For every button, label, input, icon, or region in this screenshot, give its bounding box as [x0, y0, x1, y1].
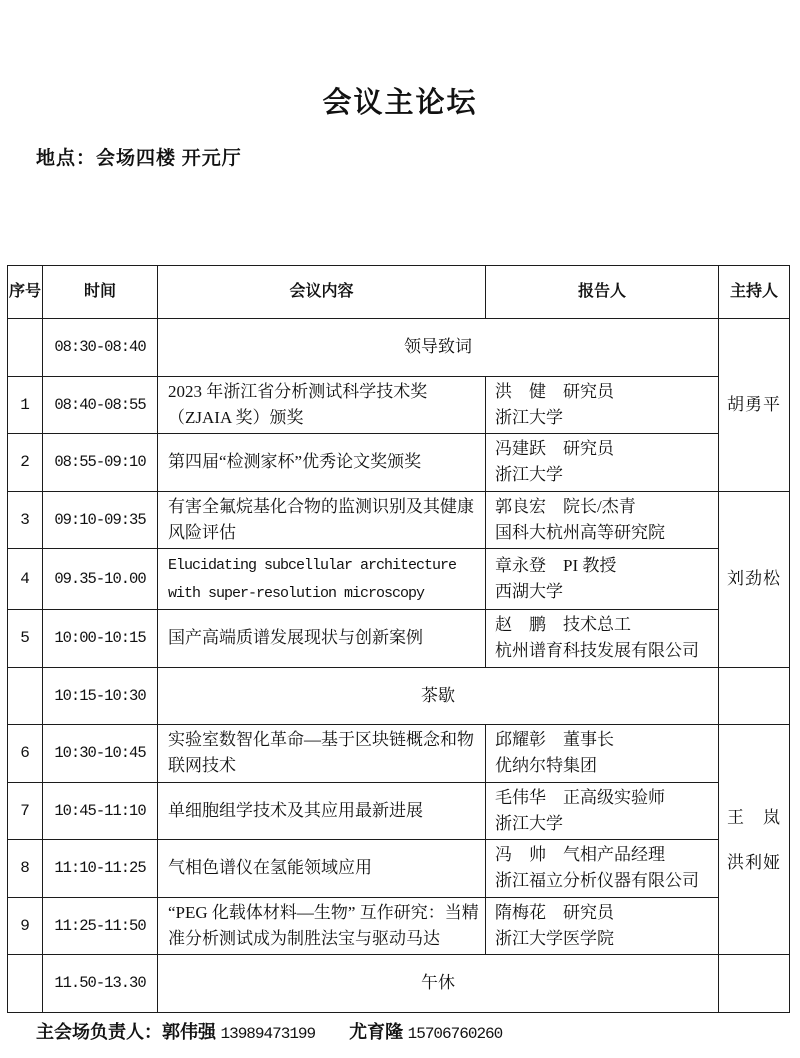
row-speaker	[486, 725, 719, 783]
table-row	[8, 725, 790, 783]
footer-label: 主会场负责人：	[36, 1022, 162, 1042]
speaker-name: 章永登 PI 教授	[495, 556, 617, 575]
contact-name: 尤育隆	[349, 1022, 404, 1042]
row-content: “PEG 化载体材料—生物” 互作研究：当精准分析测试成为制胜法宝与驱动马达	[158, 897, 486, 955]
host-cell-empty	[719, 955, 790, 1013]
header-speaker: 报告人	[486, 266, 719, 319]
table-row	[8, 376, 790, 434]
speaker-org: 浙江大学	[495, 407, 563, 427]
row-content: 茶歇	[158, 667, 719, 725]
header-row	[8, 266, 790, 319]
row-time: 11:10-11:25	[43, 840, 158, 898]
table-row-break	[8, 667, 790, 725]
row-time: 08:30-08:40	[43, 319, 158, 377]
row-time: 10:15-10:30	[43, 667, 158, 725]
row-content: 气相色谱仪在氢能领域应用	[158, 840, 486, 898]
row-seq	[8, 319, 43, 377]
table-row	[8, 549, 790, 610]
row-speaker	[486, 897, 719, 955]
row-speaker	[486, 376, 719, 434]
speaker-name: 郭良宏 院长/杰青	[495, 496, 636, 516]
venue-location: 地点：会场四楼 开元厅	[36, 148, 242, 169]
speaker-name: 洪 健 研究员	[495, 381, 614, 401]
table-row	[8, 491, 790, 549]
host-name: 王 岚	[727, 807, 781, 827]
row-seq: 2	[8, 434, 43, 492]
row-speaker	[486, 491, 719, 549]
table-row	[8, 434, 790, 492]
row-speaker	[486, 840, 719, 898]
row-time: 09:10-09:35	[43, 491, 158, 549]
row-seq: 4	[8, 549, 43, 610]
row-time: 10:00-10:15	[43, 610, 158, 668]
row-content	[158, 549, 486, 610]
speaker-org: 杭州谱育科技发展有限公司	[495, 641, 699, 661]
row-time: 11:25-11:50	[43, 897, 158, 955]
row-seq	[8, 955, 43, 1013]
schedule-table	[7, 265, 790, 1013]
row-time: 09.35-10.00	[43, 549, 158, 610]
speaker-org: 西湖大学	[495, 582, 563, 601]
row-content: 国产高端质谱发展现状与创新案例	[158, 610, 486, 668]
header-host: 主持人	[719, 266, 790, 319]
footer-contacts	[36, 1018, 508, 1044]
host-name: 洪利娅	[727, 852, 781, 872]
contact-name: 郭伟强	[162, 1022, 216, 1042]
row-speaker	[486, 610, 719, 668]
host-cell	[719, 725, 790, 955]
row-content: 午休	[158, 955, 719, 1013]
speaker-name: 邱耀彰 董事长	[495, 730, 614, 750]
contact-phone: 15706760260	[407, 1025, 503, 1043]
table-row	[8, 782, 790, 840]
speaker-org: 浙江大学	[495, 813, 563, 833]
table-row	[8, 897, 790, 955]
row-time: 10:45-11:10	[43, 782, 158, 840]
speaker-name: 赵 鹏 技术总工	[495, 615, 631, 635]
row-content: 单细胞组学技术及其应用最新进展	[158, 782, 486, 840]
row-content: 有害全氟烷基化合物的监测识别及其健康风险评估	[158, 491, 486, 549]
contact-phone: 13989473199	[220, 1025, 316, 1043]
row-seq: 3	[8, 491, 43, 549]
row-seq: 9	[8, 897, 43, 955]
host-cell: 刘劲松	[719, 491, 790, 667]
row-seq: 5	[8, 610, 43, 668]
speaker-name: 毛伟华 正高级实验师	[495, 787, 665, 807]
row-content: 领导致词	[158, 319, 719, 377]
speaker-org: 优纳尔特集团	[495, 756, 597, 776]
row-seq: 1	[8, 376, 43, 434]
table-row	[8, 610, 790, 668]
row-seq: 6	[8, 725, 43, 783]
table-row	[8, 840, 790, 898]
row-time: 10:30-10:45	[43, 725, 158, 783]
row-seq: 7	[8, 782, 43, 840]
row-content: 实验室数智化革命—基于区块链概念和物联网技术	[158, 725, 486, 783]
speaker-org: 浙江大学医学院	[495, 928, 614, 948]
row-speaker	[486, 782, 719, 840]
header-content: 会议内容	[158, 266, 486, 319]
row-time: 11.50-13.30	[43, 955, 158, 1013]
row-speaker	[486, 434, 719, 492]
speaker-name: 冯 帅 气相产品经理	[495, 845, 665, 865]
row-seq	[8, 667, 43, 725]
english-talk-title: Elucidating subcellular architecture with super-resolution microscopy	[168, 557, 457, 602]
header-time: 时间	[43, 266, 158, 319]
row-time: 08:40-08:55	[43, 376, 158, 434]
speaker-org: 国科大杭州高等研究院	[495, 522, 665, 542]
table-row-break	[8, 955, 790, 1013]
host-cell: 胡勇平	[719, 319, 790, 492]
speaker-name: 隋梅花 研究员	[495, 902, 614, 922]
page-title: 会议主论坛	[322, 87, 478, 119]
contact-person	[349, 1022, 502, 1042]
speaker-org: 浙江福立分析仪器有限公司	[495, 871, 699, 891]
speaker-org: 浙江大学	[495, 465, 563, 485]
row-speaker	[486, 549, 719, 610]
row-seq: 8	[8, 840, 43, 898]
header-seq: 序号	[8, 266, 43, 319]
host-cell-empty	[719, 667, 790, 725]
row-content: 第四届“检测家杯”优秀论文奖颁奖	[158, 434, 486, 492]
row-time: 08:55-09:10	[43, 434, 158, 492]
table-row	[8, 319, 790, 377]
row-content: 2023 年浙江省分析测试科学技术奖（ZJAIA 奖）颁奖	[158, 376, 486, 434]
contact-person	[162, 1022, 315, 1042]
speaker-name: 冯建跃 研究员	[495, 439, 614, 459]
